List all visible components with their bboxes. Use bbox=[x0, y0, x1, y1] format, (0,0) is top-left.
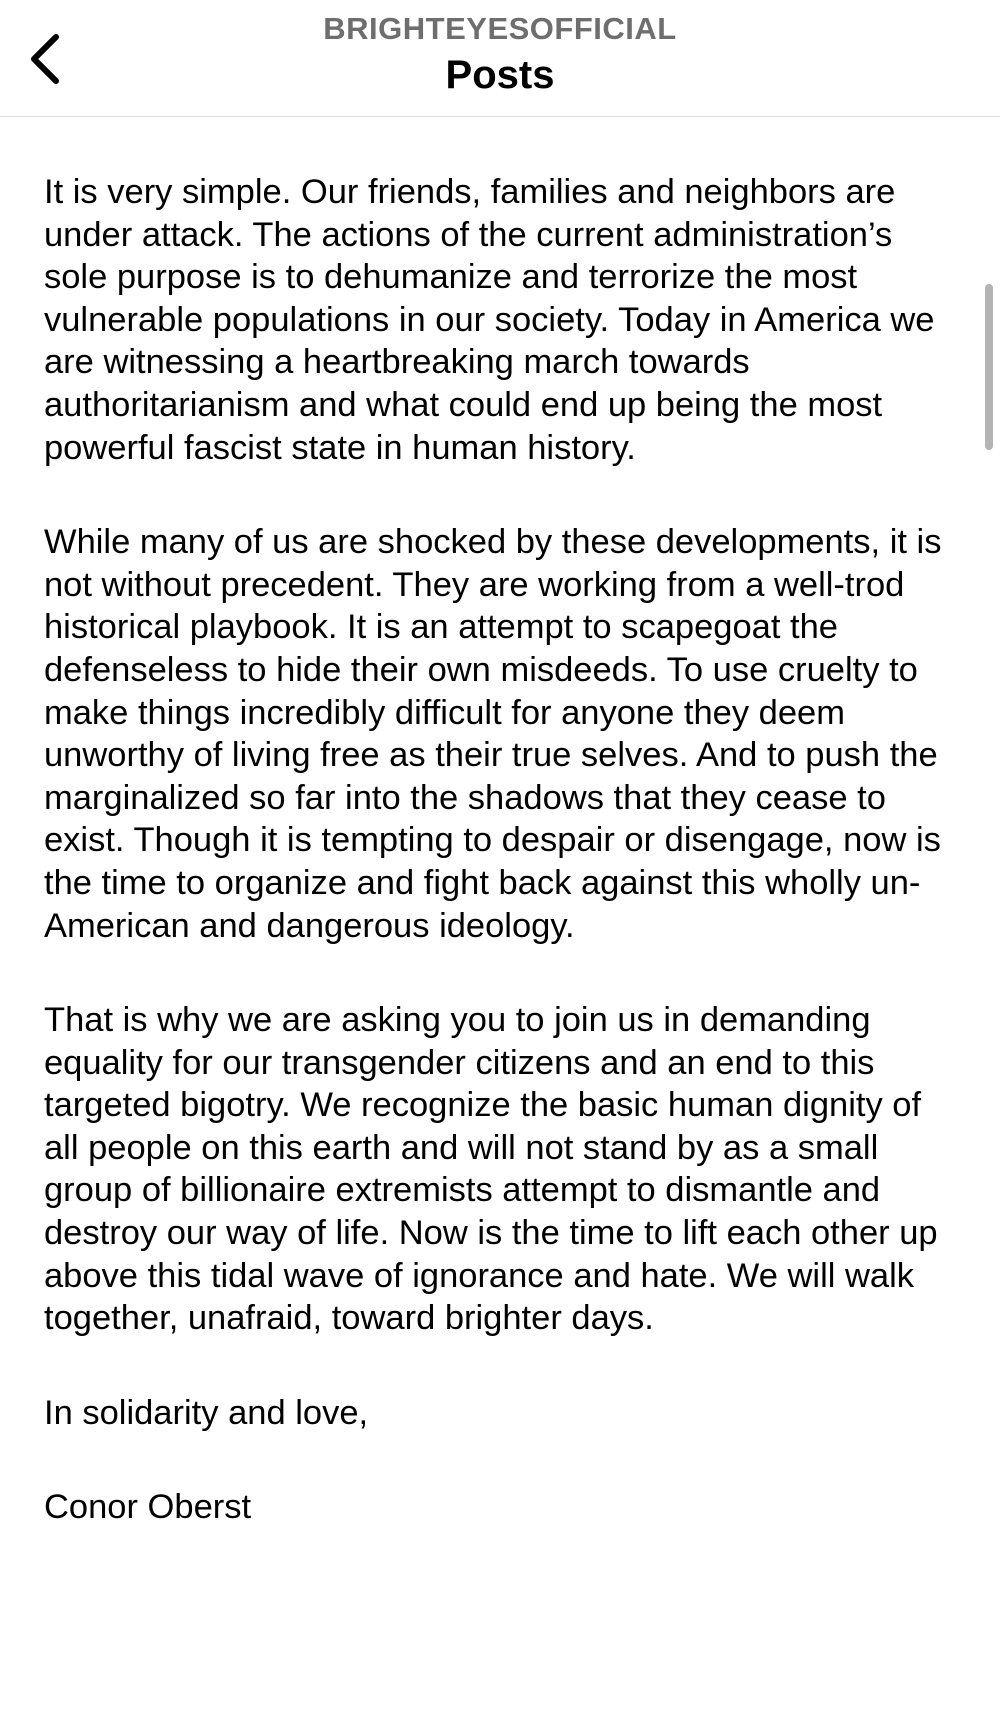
header-titles bbox=[100, 10, 900, 100]
post-caption bbox=[44, 171, 959, 1581]
account-name[interactable]: BRIGHTEYESOFFICIAL bbox=[323, 11, 677, 46]
post-paragraph: While many of us are shocked by these developments, it is not without precedent. They are working from a well-trod historical playbook. It is an attempt to scapegoat the defenseless to hide their own misdeeds. To use cruelty to make things incredibly difficult for anyone they deem unworthy of living free as their true selves. And to push the marginalized so far into the shadows that they cease to exist. Though it is tempting to despair or disengage, now is the time to organize and fight back against this wholly un-American and dangerous ideology. bbox=[44, 523, 942, 945]
top-nav-bar bbox=[0, 0, 1000, 117]
post-paragraph: It is very simple. Our friends, families and neighbors are under attack. The actions of the current administration’s sole purpose is to dehumanize and terrorize the most vulnerable populations in our society. Today in America we are witnessing a heartbreaking march towards authoritarianism and what could end up being the most powerful fascist state in human history. bbox=[44, 173, 935, 467]
post-signature: Conor Oberst bbox=[44, 1488, 252, 1527]
page-title: Posts bbox=[445, 53, 555, 97]
back-button[interactable] bbox=[14, 22, 78, 96]
post-paragraph: That is why we are asking you to join us in demanding equality for our transgender citizens and an end to this targeted bigotry. We recognize the basic human dignity of all people on this earth and will not stand by as a small group of billionaire extremists attempt to dismantle and destroy our way of life. Now is the time to lift each other up above this tidal wave of ignorance and hate. We will walk together, unafraid, toward brighter days. bbox=[44, 1001, 938, 1338]
scrollbar[interactable] bbox=[985, 284, 993, 450]
chevron-left-icon bbox=[26, 31, 66, 87]
post-closing: In solidarity and love, bbox=[44, 1393, 369, 1432]
